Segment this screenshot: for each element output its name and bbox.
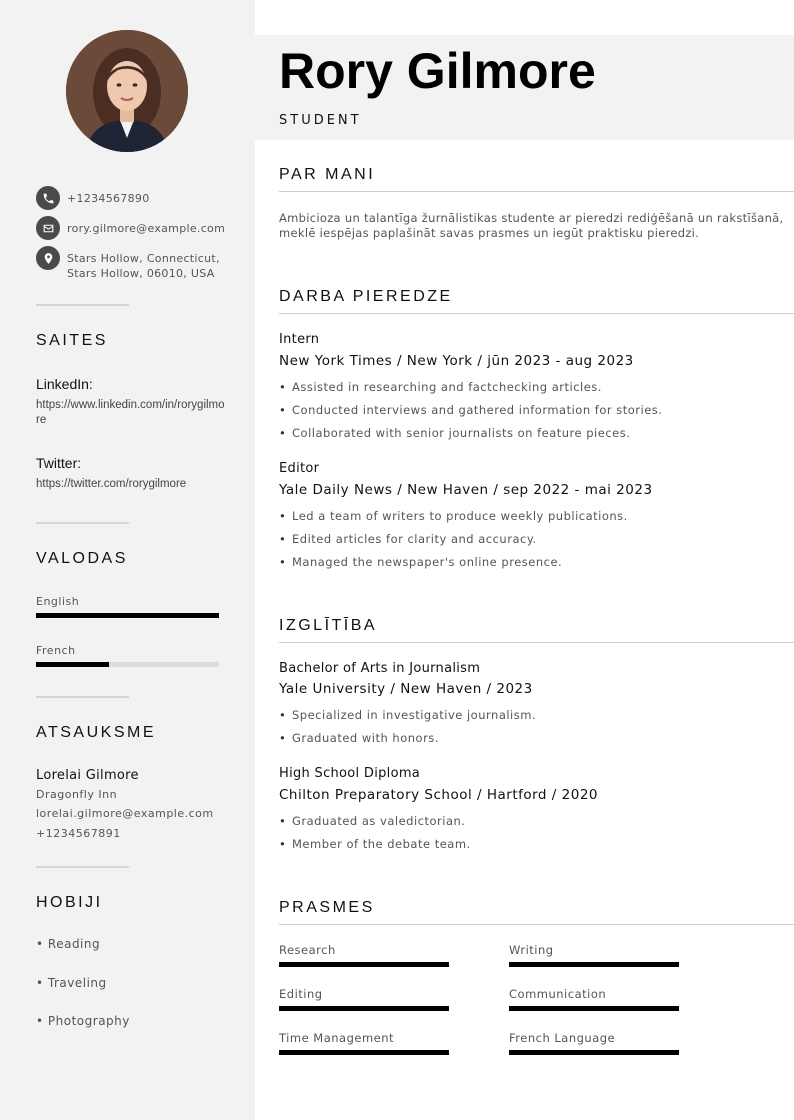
section-rule [279, 642, 794, 643]
profile-photo [66, 30, 188, 152]
sidebar-divider [36, 522, 129, 524]
about-title: PAR MANI [279, 166, 376, 183]
skill-level-fill [509, 1006, 679, 1011]
skill-level-bar [509, 1050, 679, 1055]
degree-title: Bachelor of Arts in Journalism [279, 661, 481, 676]
location-icon [36, 246, 60, 270]
section-rule [279, 313, 794, 314]
education-title: IZGLĪTĪBA [279, 617, 378, 634]
language-level-fill [36, 613, 219, 618]
twitter-link[interactable]: https://twitter.com/rorygilmore [36, 478, 187, 490]
phone-icon [36, 186, 60, 210]
skill-level-bar [509, 962, 679, 967]
section-rule [279, 924, 794, 925]
language-level-bar [36, 613, 219, 618]
skill-name: Editing [279, 987, 323, 1001]
skill-level-bar [509, 1006, 679, 1011]
job-details: New York Times / New York / jūn 2023 - aug 2023 [279, 353, 634, 369]
degree-details: Chilton Preparatory School / Hartford / 2020 [279, 787, 598, 803]
job-bullet: • Edited articles for clarity and accuracy. [279, 532, 537, 546]
skills-title: PRASMES [279, 899, 375, 916]
job-bullet: • Assisted in researching and factchecking articles. [279, 380, 602, 394]
phone-text: +1234567890 [67, 192, 150, 205]
skill-level-bar [279, 962, 449, 967]
email-icon [36, 216, 60, 240]
education-bullet: • Graduated as valedictorian. [279, 814, 466, 828]
language-name: French [36, 644, 76, 657]
sidebar-divider [36, 304, 129, 306]
address-line-2: Stars Hollow, 06010, USA [67, 267, 215, 280]
skill-name: Communication [509, 987, 607, 1001]
skill-level-fill [279, 962, 449, 967]
references-title: ATSAUKSME [36, 724, 156, 741]
job-title: STUDENT [279, 113, 362, 128]
skill-name: Writing [509, 943, 554, 957]
hobby-item: • Photography [36, 1014, 130, 1028]
job-role: Intern [279, 332, 320, 347]
email-text: rory.gilmore@example.com [67, 222, 226, 235]
person-name: Rory Gilmore [279, 43, 596, 99]
skill-name: French Language [509, 1031, 616, 1045]
degree-details: Yale University / New Haven / 2023 [279, 681, 533, 697]
skill-level-fill [509, 962, 679, 967]
job-details: Yale Daily News / New Haven / sep 2022 - mai 2023 [279, 482, 653, 498]
reference-company: Dragonfly Inn [36, 788, 118, 801]
linkedin-link[interactable]: https://www.linkedin.com/in/rorygilmore [36, 399, 225, 426]
experience-title: DARBA PIEREDZE [279, 288, 453, 305]
skill-level-fill [279, 1050, 449, 1055]
language-level-bar [36, 662, 219, 667]
degree-title: High School Diploma [279, 766, 421, 781]
education-bullet: • Specialized in investigative journalism. [279, 708, 537, 722]
job-role: Editor [279, 461, 320, 476]
section-rule [279, 191, 794, 192]
reference-phone: +1234567891 [36, 827, 121, 840]
language-name: English [36, 595, 80, 608]
skill-level-bar [279, 1050, 449, 1055]
job-bullet: • Managed the newspaper's online presence. [279, 555, 563, 569]
skill-level-bar [279, 1006, 449, 1011]
education-bullet: • Graduated with honors. [279, 731, 439, 745]
skill-level-fill [279, 1006, 449, 1011]
hobby-item: • Reading [36, 937, 101, 951]
skill-name: Time Management [279, 1031, 395, 1045]
languages-title: VALODAS [36, 550, 128, 567]
skill-level-fill [509, 1050, 679, 1055]
about-text: Ambicioza un talantīga žurnālistikas studente ar pieredzi rediģēšanā un rakstīšanā, meklē iespējas paplašināt savas prasmes un iegūt praktisku pieredzi. [279, 211, 784, 240]
job-bullet: • Led a team of writers to produce weekly publications. [279, 509, 628, 523]
twitter-label: Twitter: [36, 455, 82, 471]
education-bullet: • Member of the debate team. [279, 837, 471, 851]
job-bullet: • Collaborated with senior journalists on feature pieces. [279, 426, 631, 440]
sidebar-divider [36, 866, 129, 868]
skill-name: Research [279, 943, 336, 957]
hobby-item: • Traveling [36, 976, 107, 990]
language-level-fill [36, 662, 109, 667]
sidebar-divider [36, 696, 129, 698]
links-title: SAITES [36, 332, 108, 349]
linkedin-label: LinkedIn: [36, 376, 93, 392]
job-bullet: • Conducted interviews and gathered information for stories. [279, 403, 663, 417]
hobbies-title: HOBIJI [36, 894, 103, 911]
reference-name: Lorelai Gilmore [36, 768, 139, 783]
address-line-1: Stars Hollow, Connecticut, [67, 252, 220, 265]
reference-email: lorelai.gilmore@example.com [36, 807, 214, 820]
